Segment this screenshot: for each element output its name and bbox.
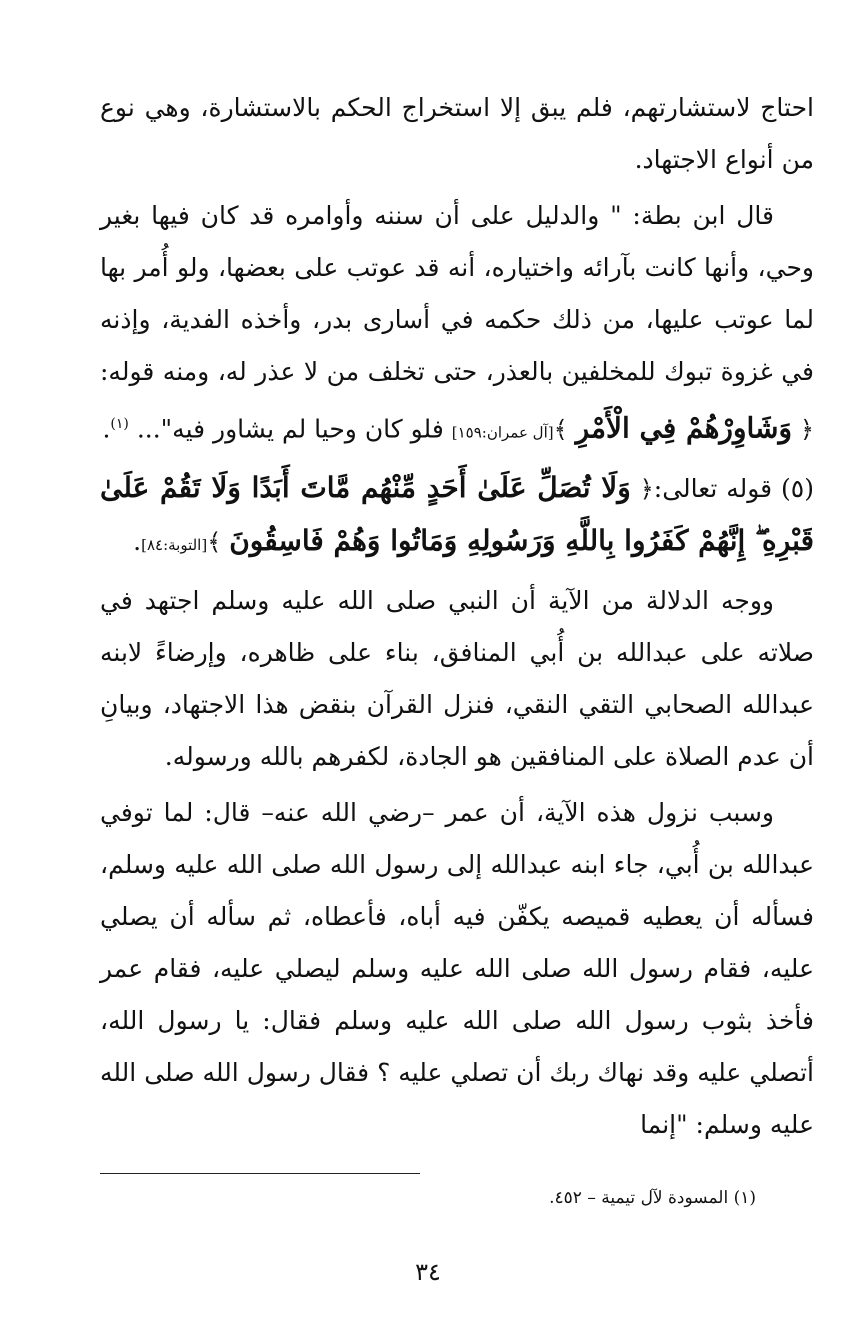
paragraph-3: [100, 462, 814, 571]
page-number: ٣٤: [415, 1258, 441, 1286]
paragraph-2: [100, 190, 814, 458]
quran-bracket-open: ﴿: [639, 475, 654, 504]
paragraph-1: احتاج لاستشارتهم، فلم يبق إلا استخراج الحكم بالاستشارة، وهي نوع من أنواع الاجتهاد.: [100, 93, 814, 174]
verse-reference: [آل عمران:١٥٩]: [451, 423, 554, 442]
footnote-marker: (١): [110, 416, 129, 432]
paragraph-2-tail: فلو كان وحيا لم يشاور فيه"...: [128, 414, 452, 444]
footnote-divider: [100, 1173, 420, 1174]
paragraph-4: ووجه الدلالة من الآية أن النبي صلى الله عليه وسلم اجتهد في صلاته على عبدالله بن أُبي المنافق، بناء على ظاهره، وإرضاءً لابنه عبدالله الصحابي التقي النقي، فنزل القرآن بنقض هذا الاجتهاد، وبيانِ أن عدم الصلاة على المنافقين هو الجادة، لكفرهم بالله ورسوله.: [100, 586, 814, 772]
quran-verse: وَشَاوِرْهُمْ فِي الْأَمْرِ: [575, 411, 792, 445]
paragraph-2-end: .: [102, 414, 111, 444]
quran-verse: وَلَا تُصَلِّ عَلَىٰ أَحَدٍ مِّنْهُم مَّاتَ أَبَدًا وَلَا تَقُمْ عَلَىٰ قَبْرِهِ ۖ إِنَّهُمْ كَفَرُوا بِاللَّهِ وَرَسُولِهِ وَمَاتُوا وَهُمْ فَاسِقُونَ: [100, 471, 814, 558]
verse-reference: [التوبة:٨٤]: [141, 536, 208, 555]
paragraph-2-text: قال ابن بطة: " والدليل على أن سننه وأوامره قد كان فيها بغير وحي، وأنها كانت بآرائه واختياره، أنه قد عوتب على بعضها، ولو أُمر بها لما عوتب عليها، من ذلك حكمه في أسارى بدر، وأخذه الفدية، وإذنه في غزوة تبوك للمخلفين بالعذر، حتى تخلف من لا عذر له، ومنه قوله:: [100, 201, 814, 386]
footnote: (١) المسودة لآل تيمية – ٤٥٢.: [549, 1188, 756, 1208]
section-number: (٥): [781, 474, 814, 504]
paragraph-5: وسبب نزول هذه الآية، أن عمر –رضي الله عنه– قال: لما توفي عبدالله بن أُبي، جاء ابنه عبدالله إلى رسول الله صلى الله عليه وسلم، فسأله أن يعطيه قميصه يكفّن فيه أباه، فأعطاه، ثم سأله أن يصلي عليه، فقام رسول الله صلى الله عليه وسلم ليصلي عليه، فقام عمر فأخذ بثوب رسول الله صلى الله عليه وسلم فقال: يا رسول الله، أتصلي عليه وقد نهاك ربك أن تصلي عليه ؟ فقال رسول الله صلى الله عليه وسلم: "إنما: [100, 798, 814, 1140]
paragraph-3-intro: قوله تعالى:: [653, 474, 782, 504]
quran-bracket-open: ﴿: [799, 415, 814, 444]
quran-bracket-close: ﴾: [207, 528, 222, 557]
quran-bracket-close: ﴾: [553, 415, 568, 444]
paragraph-3-end: .: [133, 527, 142, 557]
